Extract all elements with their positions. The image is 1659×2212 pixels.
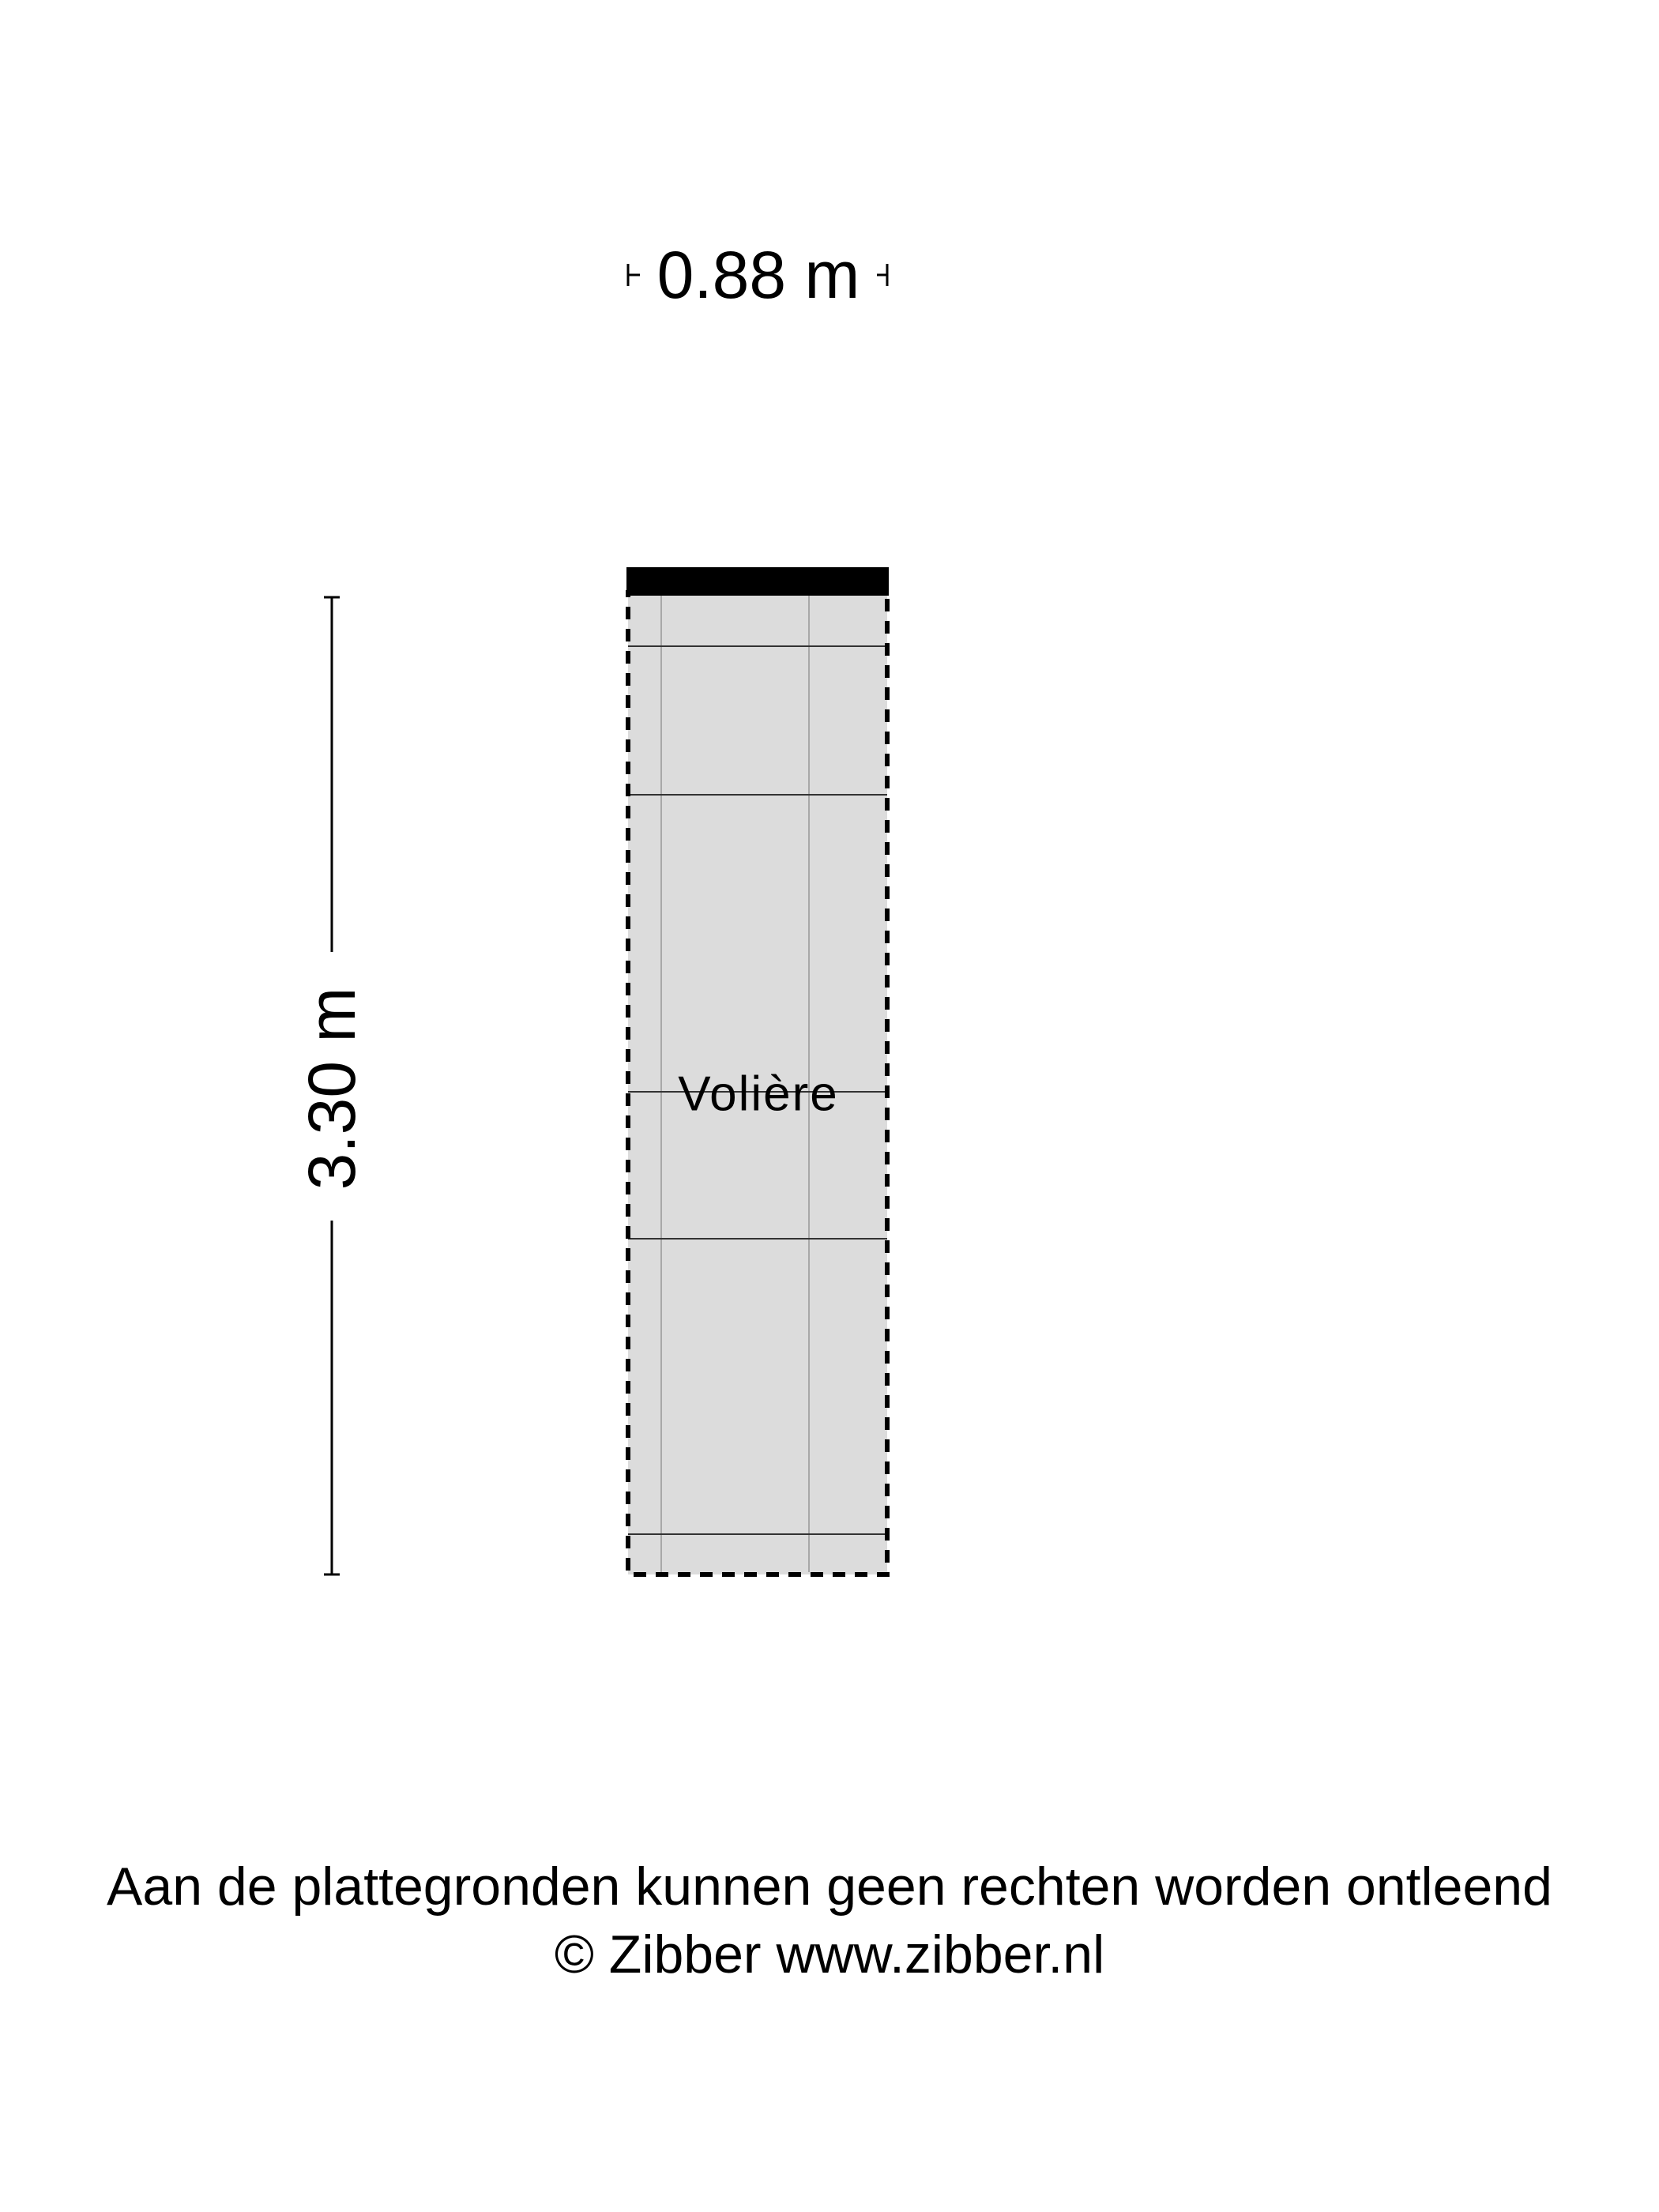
width-dimension-label: 0.88 m [656, 238, 860, 312]
room-name-label: Volière [678, 1066, 839, 1122]
height-dimension-label: 3.30 m [295, 987, 369, 1191]
copyright-text: © Zibber www.zibber.nl [554, 1924, 1105, 1984]
wall-top [626, 567, 889, 596]
footer [0, 1853, 1659, 1988]
disclaimer-text: Aan de plattegronden kunnen geen rechten worden ontleend [107, 1856, 1552, 1917]
